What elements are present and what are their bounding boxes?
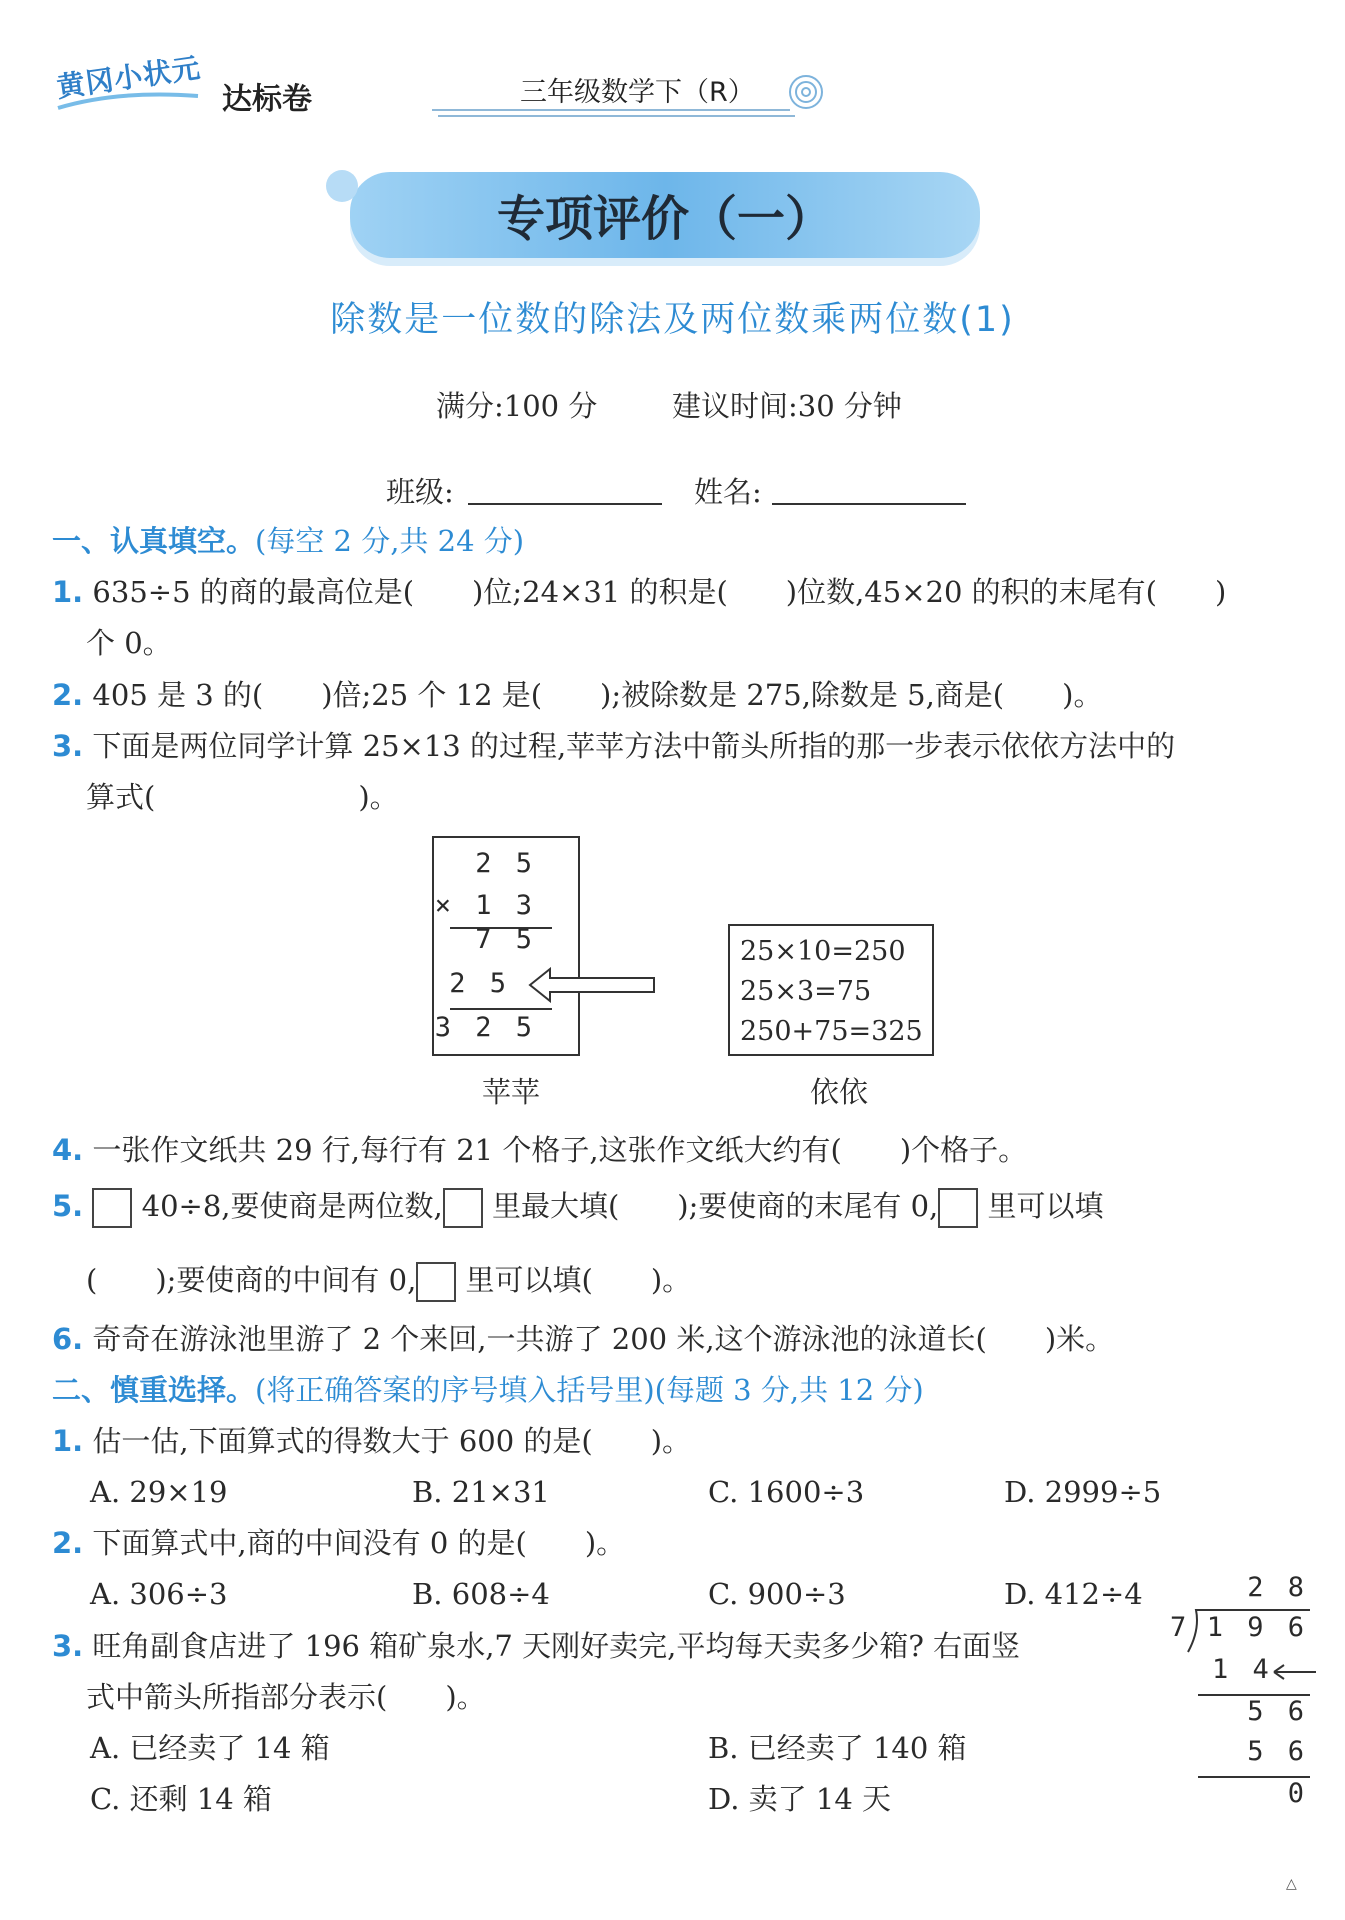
s1-q5-text-a: 40÷8,要使商是两位数, [141,1189,443,1223]
header-logo [48,50,228,120]
s2-q1-option-d[interactable]: D. 2999÷5 [1004,1475,1162,1509]
s1-q1-cont: 个 0。 [86,626,172,660]
s1-q2 [52,675,1102,715]
name-field[interactable] [772,503,966,505]
division-arrow-icon [1272,1662,1318,1682]
section2-heading [52,1370,924,1410]
division-dividend: 1 9 6 [1206,1612,1308,1643]
pingping-rule-2 [450,1008,552,1010]
full-score: 满分:100 分 [436,389,598,423]
s2-q1-option-a[interactable]: A. 29×19 [90,1475,228,1509]
s1-q4-number: 4. [52,1133,84,1167]
pingping-row-1: 2 5 [475,848,536,879]
digit-box-1[interactable] [92,1188,132,1228]
hollow-arrow-icon [528,967,658,1003]
division-step-2: 5 6 [1247,1696,1308,1727]
division-quotient: 2 8 [1247,1572,1308,1603]
digit-box-3[interactable] [938,1188,978,1228]
division-divisor: 7 [1170,1612,1191,1643]
s2-q3 [52,1626,1020,1666]
section2-title: 二、慎重选择。 [52,1373,256,1407]
page-subtitle: 除数是一位数的除法及两位数乘两位数(1) [330,300,1015,340]
suggested-time: 建议时间:30 分钟 [672,389,902,423]
s2-q2-option-a[interactable]: A. 306÷3 [90,1577,228,1611]
pingping-row-3: 7 5 [475,924,536,955]
digit-box-2[interactable] [443,1188,483,1228]
s2-q3-number: 3. [52,1629,84,1663]
s1-q5-number: 5. [52,1189,84,1223]
s1-q2-text: 405 是 3 的( )倍;25 个 12 是( );被除数是 275,除数是 5,商是( )。 [92,678,1103,712]
brand-swoosh-icon [48,50,228,120]
s2-q3-option-b[interactable]: B. 已经卖了 140 箱 [708,1731,967,1765]
yiyi-row-2: 25×3=75 [740,976,872,1007]
s1-q5 [52,1186,1103,1228]
s2-q3-text: 旺角副食店进了 196 箱矿泉水,7 天刚好卖完,平均每天卖多少箱? 右面竖 [92,1629,1021,1663]
pingping-label: 苹苹 [482,1075,541,1109]
s2-q1-option-c[interactable]: C. 1600÷3 [708,1475,865,1509]
division-step-1: 1 4 [1212,1654,1273,1685]
s2-q2-number: 2. [52,1526,84,1560]
s1-q3-cont: 算式( )。 [86,780,399,814]
s1-q5-text-d: ( );要使商的中间有 0, [86,1263,417,1297]
s2-q3-cont: 式中箭头所指部分表示( )。 [86,1680,486,1714]
yiyi-calculation [728,924,934,1056]
s1-q5-text-b: 里最大填( );要使商的末尾有 0, [491,1189,939,1223]
s1-q4 [52,1130,1027,1170]
class-label: 班级: [386,475,454,509]
s1-q2-number: 2. [52,678,84,712]
pingping-row-5: 3 2 5 [434,1012,536,1043]
section1-note: (每空 2 分,共 24 分) [255,524,525,558]
s1-q1 [52,572,1226,612]
s1-q5-text-c: 里可以填 [987,1189,1104,1223]
s1-q5-cont [86,1260,691,1302]
page-mark: △ [1286,1876,1297,1892]
s1-q3 [52,726,1175,766]
s1-q1-number: 1. [52,575,84,609]
pingping-calculation [432,836,580,1056]
s1-q6-number: 6. [52,1322,84,1356]
name-label: 姓名: [694,475,762,509]
grade-label: 三年级数学下（R） [520,77,755,108]
s1-q6 [52,1319,1114,1359]
s2-q2-option-c[interactable]: C. 900÷3 [708,1577,846,1611]
s1-q3-text: 下面是两位同学计算 25×13 的过程,苹苹方法中箭头所指的那一步表示依依方法中的 [92,729,1176,763]
long-division [1170,1572,1320,1812]
s1-q6-text: 奇奇在游泳池里游了 2 个来回,一共游了 200 米,这个游泳池的泳道长( )米。 [92,1322,1115,1356]
s1-q4-text: 一张作文纸共 29 行,每行有 21 个格子,这张作文纸大约有( )个格子。 [92,1133,1028,1167]
division-remainder: 0 [1287,1778,1308,1809]
s1-q5-text-e: 里可以填( )。 [465,1263,692,1297]
brand-logo-text: 黄冈小状元 [54,51,203,104]
s2-q2-text: 下面算式中,商的中间没有 0 的是( )。 [92,1526,626,1560]
s2-q1-number: 1. [52,1424,84,1458]
section1-title: 一、认真填空。 [52,524,256,558]
page-title: 专项评价（一） [496,191,833,247]
pingping-row-2: × 1 3 [434,890,536,921]
s2-q3-option-c[interactable]: C. 还剩 14 箱 [90,1782,272,1816]
s2-q3-option-a[interactable]: A. 已经卖了 14 箱 [90,1731,330,1765]
section1-heading [52,521,524,561]
s1-q3-number: 3. [52,729,84,763]
division-step-3: 5 6 [1247,1736,1308,1767]
yiyi-label: 依依 [810,1075,869,1109]
s2-q2 [52,1523,625,1563]
series-label: 达标卷 [222,82,312,117]
s2-q2-option-b[interactable]: B. 608÷4 [412,1577,550,1611]
s1-q1-text: 635÷5 的商的最高位是( )位;24×31 的积是( )位数,45×20 的积的末尾有( ) [92,575,1227,609]
s2-q1 [52,1421,691,1461]
s2-q3-option-d[interactable]: D. 卖了 14 天 [708,1782,891,1816]
pingping-row-4: 2 5 [449,968,510,999]
digit-box-4[interactable] [416,1262,456,1302]
s2-q2-option-d[interactable]: D. 412÷4 [1004,1577,1143,1611]
grade-underline-icon [430,72,830,122]
yiyi-row-3: 250+75=325 [740,1016,923,1047]
s2-q1-text: 估一估,下面算式的得数大于 600 的是( )。 [92,1424,692,1458]
s2-q1-option-b[interactable]: B. 21×31 [412,1475,550,1509]
section2-note: (将正确答案的序号填入括号里)(每题 3 分,共 12 分) [255,1373,924,1407]
class-field[interactable] [468,503,662,505]
yiyi-row-1: 25×10=250 [740,936,906,967]
